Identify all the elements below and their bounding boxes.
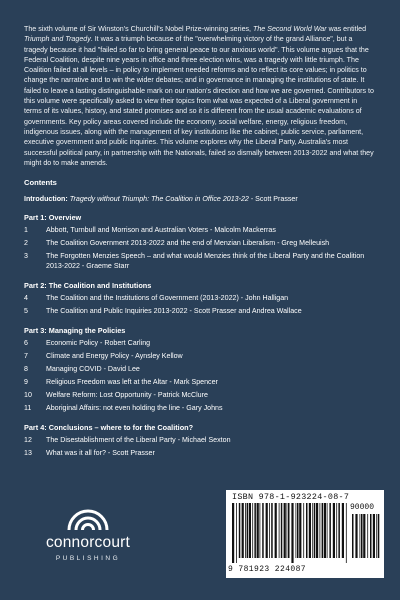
chapter-number: 8 [24,365,28,374]
introduction-title: Tragedy without Triumph: The Coalition in Office 2013-22 [69,195,249,204]
chapter-entry [24,435,376,445]
barcode-bar [281,503,283,558]
part-heading: Part 4: Conclusions – where to for the Coalition? [24,423,194,433]
blurb-series-title: The Second World War [253,25,327,33]
chapter-entry [24,403,376,413]
barcode-bars [232,503,348,563]
barcode-bar [249,503,251,558]
blurb-paragraph [24,24,376,168]
barcode-bar [299,503,301,558]
barcode-bar [316,503,318,558]
chapter-entry [24,390,376,400]
chapter-entry [24,293,376,303]
chapter-title: The Disestablishment of the Liberal Party - Michael Sexton [46,436,231,445]
barcode-bar [370,514,372,558]
price-barcode-bars [352,514,380,563]
barcode-bar [346,503,347,563]
chapter-entry [24,338,376,348]
chapter-number: 7 [24,352,28,361]
barcode-bar [242,503,244,558]
blurb-text: The sixth volume of Sir Winston's Churchill's Nobel Prize-winning series, [24,25,254,33]
barcode-bar [254,503,256,558]
barcode-bar [314,503,316,558]
chapter-number: 9 [24,378,28,387]
barcode-bar [275,503,277,558]
barcode-bar [297,503,299,558]
barcode-bar [361,514,363,558]
chapter-number: 12 [24,436,32,445]
chapter-entry [24,238,376,248]
publisher-mark-icon [65,508,111,532]
blurb-text: was entitled [326,25,367,33]
barcode-bar [373,514,375,558]
chapter-title: Abbott, Turnbull and Morrison and Australian Voters - Malcolm Mackerras [46,226,276,235]
barcode-bar [324,503,326,558]
barcode-bar [279,503,280,558]
price-code: 90000 [350,503,375,512]
barcode-bar [333,503,335,558]
barcode-bar [355,514,357,558]
chapter-title: Religious Freedom was left at the Altar - Mark Spencer [46,378,218,387]
ean-digits: 9 781923 224087 [228,565,307,574]
chapter-title: Managing COVID - David Lee [46,365,140,374]
chapter-number: 2 [24,239,28,248]
barcode-bar [327,503,328,558]
barcode-bar [320,503,321,558]
barcode-bar [262,503,264,558]
barcode-bar [378,514,380,558]
chapter-number: 3 [24,252,28,261]
barcode-bar [342,503,344,558]
barcode-bar [312,503,313,558]
barcode-bar [360,514,361,558]
blurb-text: . It was a triumph because of the "overwhelming victory of the grand Alliance", but a tragedy because it had "failed so far to bring general peace to our anxious world". This volume argues that the Federal Coalition, despite nine years in office and three election wins, was a tragedy with little triumph. The Coalition failed at all levels – in policy to implement needed reforms and to reflect its core values; in politics to change the narrative and to win the wider debates; and in governance in managing the institutions of state. It failed to leave a lasting distinguishable mark on our nation's direction and how we are governed. Contributors to this volume were specifically asked to view their topics from what was expected of a Liberal government in terms of its values, history, and stated promises and so it is different from the usual academic evaluations of governments. Key policy areas covered include the economy, social welfare, energy, religious freedom, indigenous issues, along with the management of key institutions like the cabinet, public service, parliament, executive government and public inquiries. This volume explores why the Liberal Party, Australia's most successful political party, in partnership with the Nationals, failed so dismally between 2013-2022 and what they might do to make amends. [24,35,374,167]
barcode-bar [236,503,237,563]
chapter-title: Welfare Reform: Lost Opportunity - Patrick McClure [46,391,208,400]
part-heading: Part 1: Overview [24,213,82,223]
blurb-volume-title: Triumph and Tragedy [24,35,91,44]
barcode-bar [336,503,337,558]
barcode-bar [376,514,377,558]
introduction-entry [24,195,376,203]
chapter-number: 10 [24,391,32,400]
chapter-title: Climate and Energy Policy - Aynsley Kellow [46,352,183,361]
chapter-number: 1 [24,226,28,235]
barcode-bar [260,503,261,558]
barcode-bar [363,514,365,558]
barcode-bar [322,503,324,558]
chapter-number: 13 [24,449,32,458]
chapter-number: 11 [24,404,32,413]
chapter-title: What was it all for? - Scott Prasser [46,449,155,458]
barcode-bar [367,514,368,558]
barcode-bar [232,503,234,563]
barcode-bar [269,503,270,558]
part-heading: Part 3: Managing the Policies [24,326,126,336]
barcode-bar [309,503,311,558]
barcode-bar [338,503,340,558]
barcode-bar [247,503,249,558]
barcode-bar [329,503,331,558]
barcode-bar [288,503,290,558]
chapter-entry [24,251,376,271]
barcode-bar [271,503,273,558]
chapter-title: The Coalition Government 2013-2022 and the end of Menzian Liberalism - Greg Melleuish [46,239,330,248]
barcode-bar [303,503,304,558]
barcode-bar [239,503,241,558]
chapter-entry [24,377,376,387]
chapter-entry [24,225,376,235]
chapter-entry [24,364,376,374]
isbn-barcode [226,490,384,578]
chapter-number: 4 [24,294,28,303]
chapter-title: The Forgotten Menzies Speech – and what would Menzies think of the Liberal Party and the Coalition 2013-2022 - Graeme Starr [46,252,365,271]
barcode-bar [296,503,297,558]
barcode-bar [352,514,354,558]
barcode-bar [287,503,288,558]
barcode-bar [291,503,293,563]
publisher-logo [28,508,148,578]
chapter-title: The Coalition and the Institutions of Government (2013-2022) - John Halligan [46,294,289,303]
chapter-number: 5 [24,307,28,316]
barcode-bar [245,503,246,558]
publisher-name: connorcourt [45,534,131,551]
publisher-subtitle: PUBLISHING [55,555,121,562]
chapter-title: The Coalition and Public Inquiries 2013-2022 - Scott Prasser and Andrea Wallace [46,307,302,316]
chapter-number: 6 [24,339,28,348]
barcode-bar [284,503,286,558]
introduction-author: - Scott Prasser [248,195,298,204]
chapter-entry [24,448,376,458]
barcode-bar [252,503,253,558]
barcode-bar [257,503,259,558]
barcode-bar [266,503,268,558]
chapter-title: Economic Policy - Robert Carling [46,339,151,348]
isbn-text: ISBN 978-1-923224-08-7 [232,492,350,502]
chapter-title: Aboriginal Affairs: not even holding the line - Gary Johns [46,404,223,413]
barcode-bar [306,503,308,558]
introduction-label: Introduction: [24,195,68,204]
contents-heading: Contents [24,178,57,188]
chapter-entry [24,351,376,361]
part-heading: Part 2: The Coalition and Institutions [24,281,152,291]
chapter-entry [24,306,376,316]
contents-parts [24,213,376,458]
